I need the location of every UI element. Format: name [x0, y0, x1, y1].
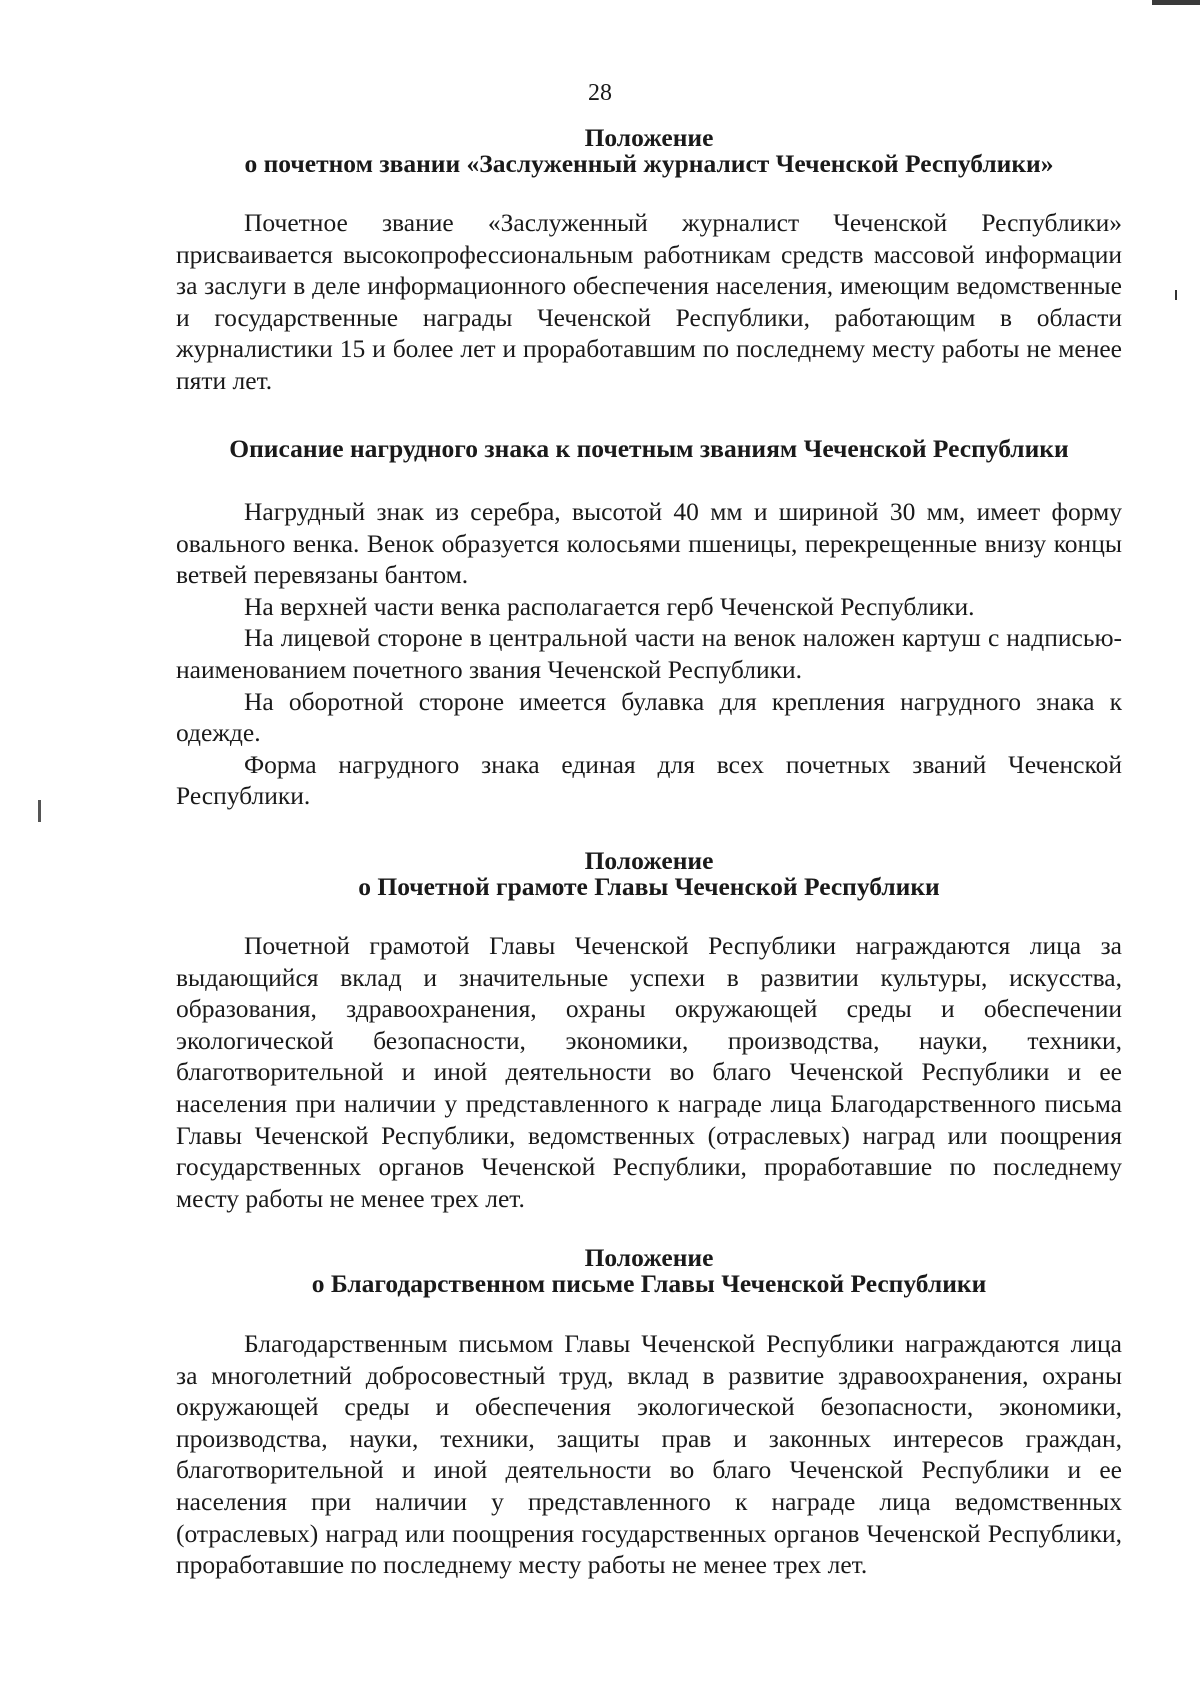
section-letter-of-gratitude-body: [176, 1328, 1122, 1581]
section-title: Описание нагрудного знака к почетным званиям Чеченской Республики: [229, 434, 1069, 463]
paragraph: На верхней части венка располагается герб Чеченской Республики.: [244, 591, 975, 621]
section-certificate-of-honor-body: [176, 930, 1122, 1214]
paragraph: Нагрудный знак из серебра, высотой 40 мм и шириной 30 мм, имеет форму овального венка. Венок образуется колосьями пшеницы, перекрещенные внизу концы ветвей перевязаны бантом.: [176, 497, 1122, 590]
scan-artifact: [38, 800, 41, 822]
section-certificate-of-honor: [176, 848, 1122, 900]
section-badge-description-body: [176, 496, 1122, 812]
section-badge-description: [176, 436, 1122, 462]
section-subtitle: о почетном звании «Заслуженный журналист Чеченской Республики»: [244, 149, 1054, 178]
section-honorary-journalist-body: [176, 207, 1122, 397]
paragraph: Благодарственным письмом Главы Чеченской Республики награждаются лица за многолетний добросовестный труд, вклад в развитие здравоохранения, охраны окружающей среды и обеспечения экологической безопасности, экономики, производства, науки, техники, защиты прав и законных интересов граждан, благотворительной и иной деятельности во благо Чеченской Республики и ее населения при наличии у представленного к награде лица ведомственных (отраслевых) наград или поощрения государственных органов Чеченской Республики, проработавшие по последнему месту работы не менее трех лет.: [176, 1329, 1122, 1580]
section-subtitle: о Благодарственном письме Главы Чеченской Республики: [311, 1269, 987, 1298]
paragraph: Форма нагрудного знака единая для всех почетных званий Чеченской Республики.: [176, 749, 1122, 811]
section-title: Положение: [584, 1243, 714, 1272]
section-subtitle: о Почетной грамоте Главы Чеченской Республики: [358, 872, 940, 901]
paragraph: Почетной грамотой Главы Чеченской Республики награждаются лица за выдающийся вклад и значительные успехи в развитии культуры, искусства, образования, здравоохранения, охраны окружающей среды и обеспечении экологической безопасности, экономики, производства, науки, техники, благотворительной и иной деятельности во благо Чеченской Республики и ее населения при наличии у представленного к награде лица Благодарственного письма Главы Чеченской Республики, ведомственных (отраслевых) наград или поощрения государственных органов Чеченской Республики, проработавшие по последнему месту работы не менее трех лет.: [176, 931, 1122, 1213]
scan-artifact: [1152, 0, 1200, 5]
section-title: Положение: [584, 846, 714, 875]
section-honorary-journalist: [176, 125, 1122, 177]
section-title: Положение: [584, 123, 714, 152]
page-number: 28: [588, 80, 612, 106]
paragraph: Почетное звание «Заслуженный журналист Чеченской Республики» присваивается высокопрофессиональным работникам средств массовой информации за заслуги в деле информационного обеспечения населения, имеющим ведомственные и государственные награды Чеченской Республики, работающим в области журналистики 15 и более лет и проработавшим по последнему месту работы не менее пяти лет.: [176, 208, 1122, 395]
section-letter-of-gratitude: [176, 1245, 1122, 1297]
paragraph: На оборотной стороне имеется булавка для крепления нагрудного знака к одежде.: [176, 686, 1122, 748]
paragraph: На лицевой стороне в центральной части на венок наложен картуш с надписью-наименованием почетного звания Чеченской Республики.: [176, 623, 1122, 684]
scan-artifact: [1175, 290, 1177, 300]
